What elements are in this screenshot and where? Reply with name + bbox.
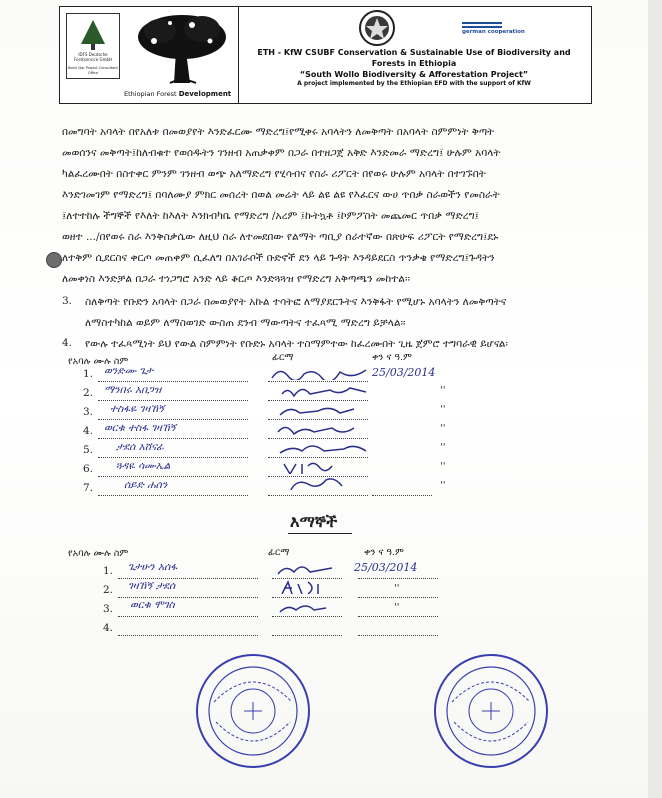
title-line-3: “South Wollo Biodiversity & Afforestation Project” (299, 70, 529, 79)
witnesses-heading-underline (288, 533, 352, 534)
item-3-number: 3. (62, 295, 73, 307)
item-4-line: የውሉ ተፈጻሚነት ይህ የውል ስምምነት የቡድኑ አባላት ተስማምተው ከፈረሙበት ጊዜ ጀምሮ ተግባራዊ ይሆናል፡ (85, 338, 508, 350)
member-date: '' (440, 423, 446, 434)
name-line (118, 635, 258, 636)
body-line: እንድገመገም የማድረግ፤ በባለሙያ ምክር መሰረት በወል መሬት ላይ ልዩ ልዩ የእፈርና ውሀ ጥበቃ ስራወችን የመስራት (62, 189, 500, 201)
name-line (98, 476, 248, 477)
body-line: ፤ለተተከሉ ችግኞች የእለት ከእለት እንክብካቤ የማድረግ /አረም ፤ኩትኳቶ ፤ኮምፖስት መጨመር ጥበቃ ማድረግ፤ (62, 210, 479, 222)
member-date: '' (440, 404, 446, 415)
member-date: '' (440, 461, 446, 472)
name-line (98, 438, 248, 439)
row-number: 3. (83, 406, 94, 418)
row-number: 6. (83, 463, 94, 475)
date-line (358, 635, 438, 636)
item-4-number: 4. (62, 337, 73, 349)
witness-date-header: ቀን ና ዓ.ም (364, 547, 404, 558)
signature-line (268, 381, 368, 382)
member-signature (282, 460, 342, 474)
member-signature (286, 476, 346, 490)
member-name: ተስፋዬ ገዛኸኝ (110, 403, 165, 415)
witnesses-heading: እማኞች (290, 512, 338, 531)
member-name: ታደሰ አሸናፊ (116, 441, 164, 453)
witness-signature (276, 562, 336, 576)
signature-line (268, 457, 368, 458)
witness-signature (278, 600, 328, 614)
witness-row-number: 1. (103, 565, 114, 577)
kfw-bars-icon (462, 21, 502, 29)
row-number: 1. (83, 368, 94, 380)
members-signature-header: ፊርማ (272, 352, 294, 363)
page-edge-shadow (648, 0, 662, 798)
letterhead-title-block (240, 7, 590, 103)
witness-date: 25/03/2014 (354, 561, 418, 574)
signature-line (272, 635, 342, 636)
punch-hole (46, 252, 62, 268)
witness-name: ገዛኸኝ ታደሰ (128, 580, 176, 592)
name-line (98, 419, 248, 420)
member-name: ወርቁ ተስፋ ገዛኸኝ (104, 422, 176, 434)
member-date: '' (440, 385, 446, 396)
member-signature (276, 422, 356, 436)
efd-caption (124, 90, 231, 98)
body-line: በመግባት አባላት በየአለቱ በመወያየት እንድፈርሙ ማድረግ፤የሚቀሩ አባላትን ለመቅጣት በአባላት ስምምነት ቅጣት (62, 126, 495, 138)
efd-caption-text: Ethiopian Forest (124, 90, 177, 98)
official-stamp-right (432, 652, 550, 770)
signature-line (268, 438, 368, 439)
witness-date: '' (394, 583, 400, 594)
official-stamp-left (194, 652, 312, 770)
witness-name: ወርቁ ሞገስ (130, 599, 175, 611)
member-signature (270, 366, 370, 380)
idfs-tree-icon (67, 14, 119, 54)
date-line (372, 495, 432, 496)
member-name: ወንድሙ ጌታ (104, 365, 153, 377)
witness-row-number: 4. (103, 622, 114, 634)
row-number: 7. (83, 482, 94, 494)
witness-name-header: የአባሉ ሙሉ ስም (68, 548, 129, 559)
signature-line (268, 419, 368, 420)
date-line (358, 578, 438, 579)
body-line: ለተቅም ሲደርስና ቀርጦ መጠቀም ሲፈለግ በአገራቦች ቡድኖች ደን ላይ ጉዳት እንዳይደርስ ጥንቃቄ የማድረግ፤ጉዳትን (62, 252, 495, 264)
witness-row-number: 3. (103, 603, 114, 615)
item-3-line: ስለቅጣት የቡድን አባላት በጋራ በመወያየት አኩል ተሳትፎ ለማያደርጉትና እንቅፋት የሚሆኑ አባላትን ለመቅጣትና (85, 296, 507, 308)
name-line (98, 495, 248, 496)
body-line: ካልፈረሙበት በስተቀር ምንም ገንዘብ ወጭ አለማድረግ የሂሳብና የስራ ሪፖርት በየወሩ ሁሉም አባላት በተገኙበት (62, 168, 486, 180)
project-title (241, 47, 587, 88)
name-line (98, 457, 248, 458)
member-name: ሰይድ ሐሰን (124, 479, 168, 491)
name-line (118, 578, 258, 579)
name-line (98, 381, 248, 382)
row-number: 4. (83, 425, 94, 437)
witness-date: '' (394, 602, 400, 613)
kfw-text: german cooperation (462, 29, 525, 35)
name-line (98, 400, 248, 401)
name-line (118, 597, 258, 598)
signature-line (272, 578, 342, 579)
letterhead (59, 6, 592, 104)
witness-row-number: 2. (103, 584, 114, 596)
witness-signature (278, 580, 328, 594)
member-name: ጓዳዬ ሳሙኤል (116, 460, 171, 472)
body-line: ለመቀነስ እንድቻል በጋራ ተነጋግሮ አንድ ላይ ቆርጦ እንድጓጓዝ የማድረግ አቅጣጫን መከተል፡፡ (62, 273, 410, 285)
witness-signature-header: ፊርማ (268, 547, 290, 558)
row-number: 2. (83, 387, 94, 399)
signature-line (268, 400, 368, 401)
body-line: ወዘተ .../በየወሩ ስራ እንቅስቃሴው ለዚህ ስራ ለተመደበው የልማት ጣቢያ ሰራተኛው በጽሁፍ ሪፖርት የማድረግ፤ደኑ (62, 231, 499, 243)
efd-caption-bold: Development (178, 90, 232, 98)
name-line (118, 616, 258, 617)
ethiopia-emblem-icon (358, 9, 396, 47)
member-date: '' (440, 480, 446, 491)
idfs-logo-footer: Bahir Dar Project Consultant Office (68, 66, 118, 75)
date-line (358, 616, 438, 617)
title-line-1: ETH - KfW CSUBF Conservation & Sustainable Use of Biodiversity and (257, 48, 571, 57)
members-name-header: የአባሉ ሙሉ ስም (68, 356, 129, 367)
idfs-logo (66, 13, 120, 79)
row-number: 5. (83, 444, 94, 456)
title-line-4: A project implemented by the Ethiopian EFD with the support of KfW (297, 80, 531, 87)
member-signature (278, 441, 368, 455)
members-date-header: ቀን ና ዓ.ም (372, 352, 412, 363)
witness-name: ጌታሁን አሰፋ (128, 561, 178, 573)
signature-line (268, 495, 368, 496)
title-line-2: Forests in Ethiopia (371, 59, 457, 68)
signature-line (272, 597, 342, 598)
item-3-line: ለማስተካከል ወይም ለማስወገድ ውስጠ ደንብ ማውጣትና ተፈጻሚ ማድረግ ይቻላል፡፡ (85, 317, 406, 329)
idfs-logo-text: IDFS Deutsche Forstservice GmbH (73, 52, 113, 62)
letterhead-logos (60, 7, 239, 103)
member-signature (280, 384, 370, 398)
efd-tree-logo-icon (130, 11, 234, 91)
signature-line (272, 616, 342, 617)
member-date: '' (440, 442, 446, 453)
kfw-logo (462, 21, 525, 35)
member-name: ማንበሩ አበጋዝ (104, 384, 162, 396)
body-line: መወሰንና መቅጣት፤ከለብቁተ የወሰዱትን ገንዘብ አጠቃቀም በጋራ በተዘጋጀ አቅድ እንድመራ ማድረግ፤ ሁሉም አባላት (62, 147, 501, 159)
member-date: 25/03/2014 (372, 366, 436, 379)
member-signature (278, 403, 358, 417)
date-line (358, 597, 438, 598)
